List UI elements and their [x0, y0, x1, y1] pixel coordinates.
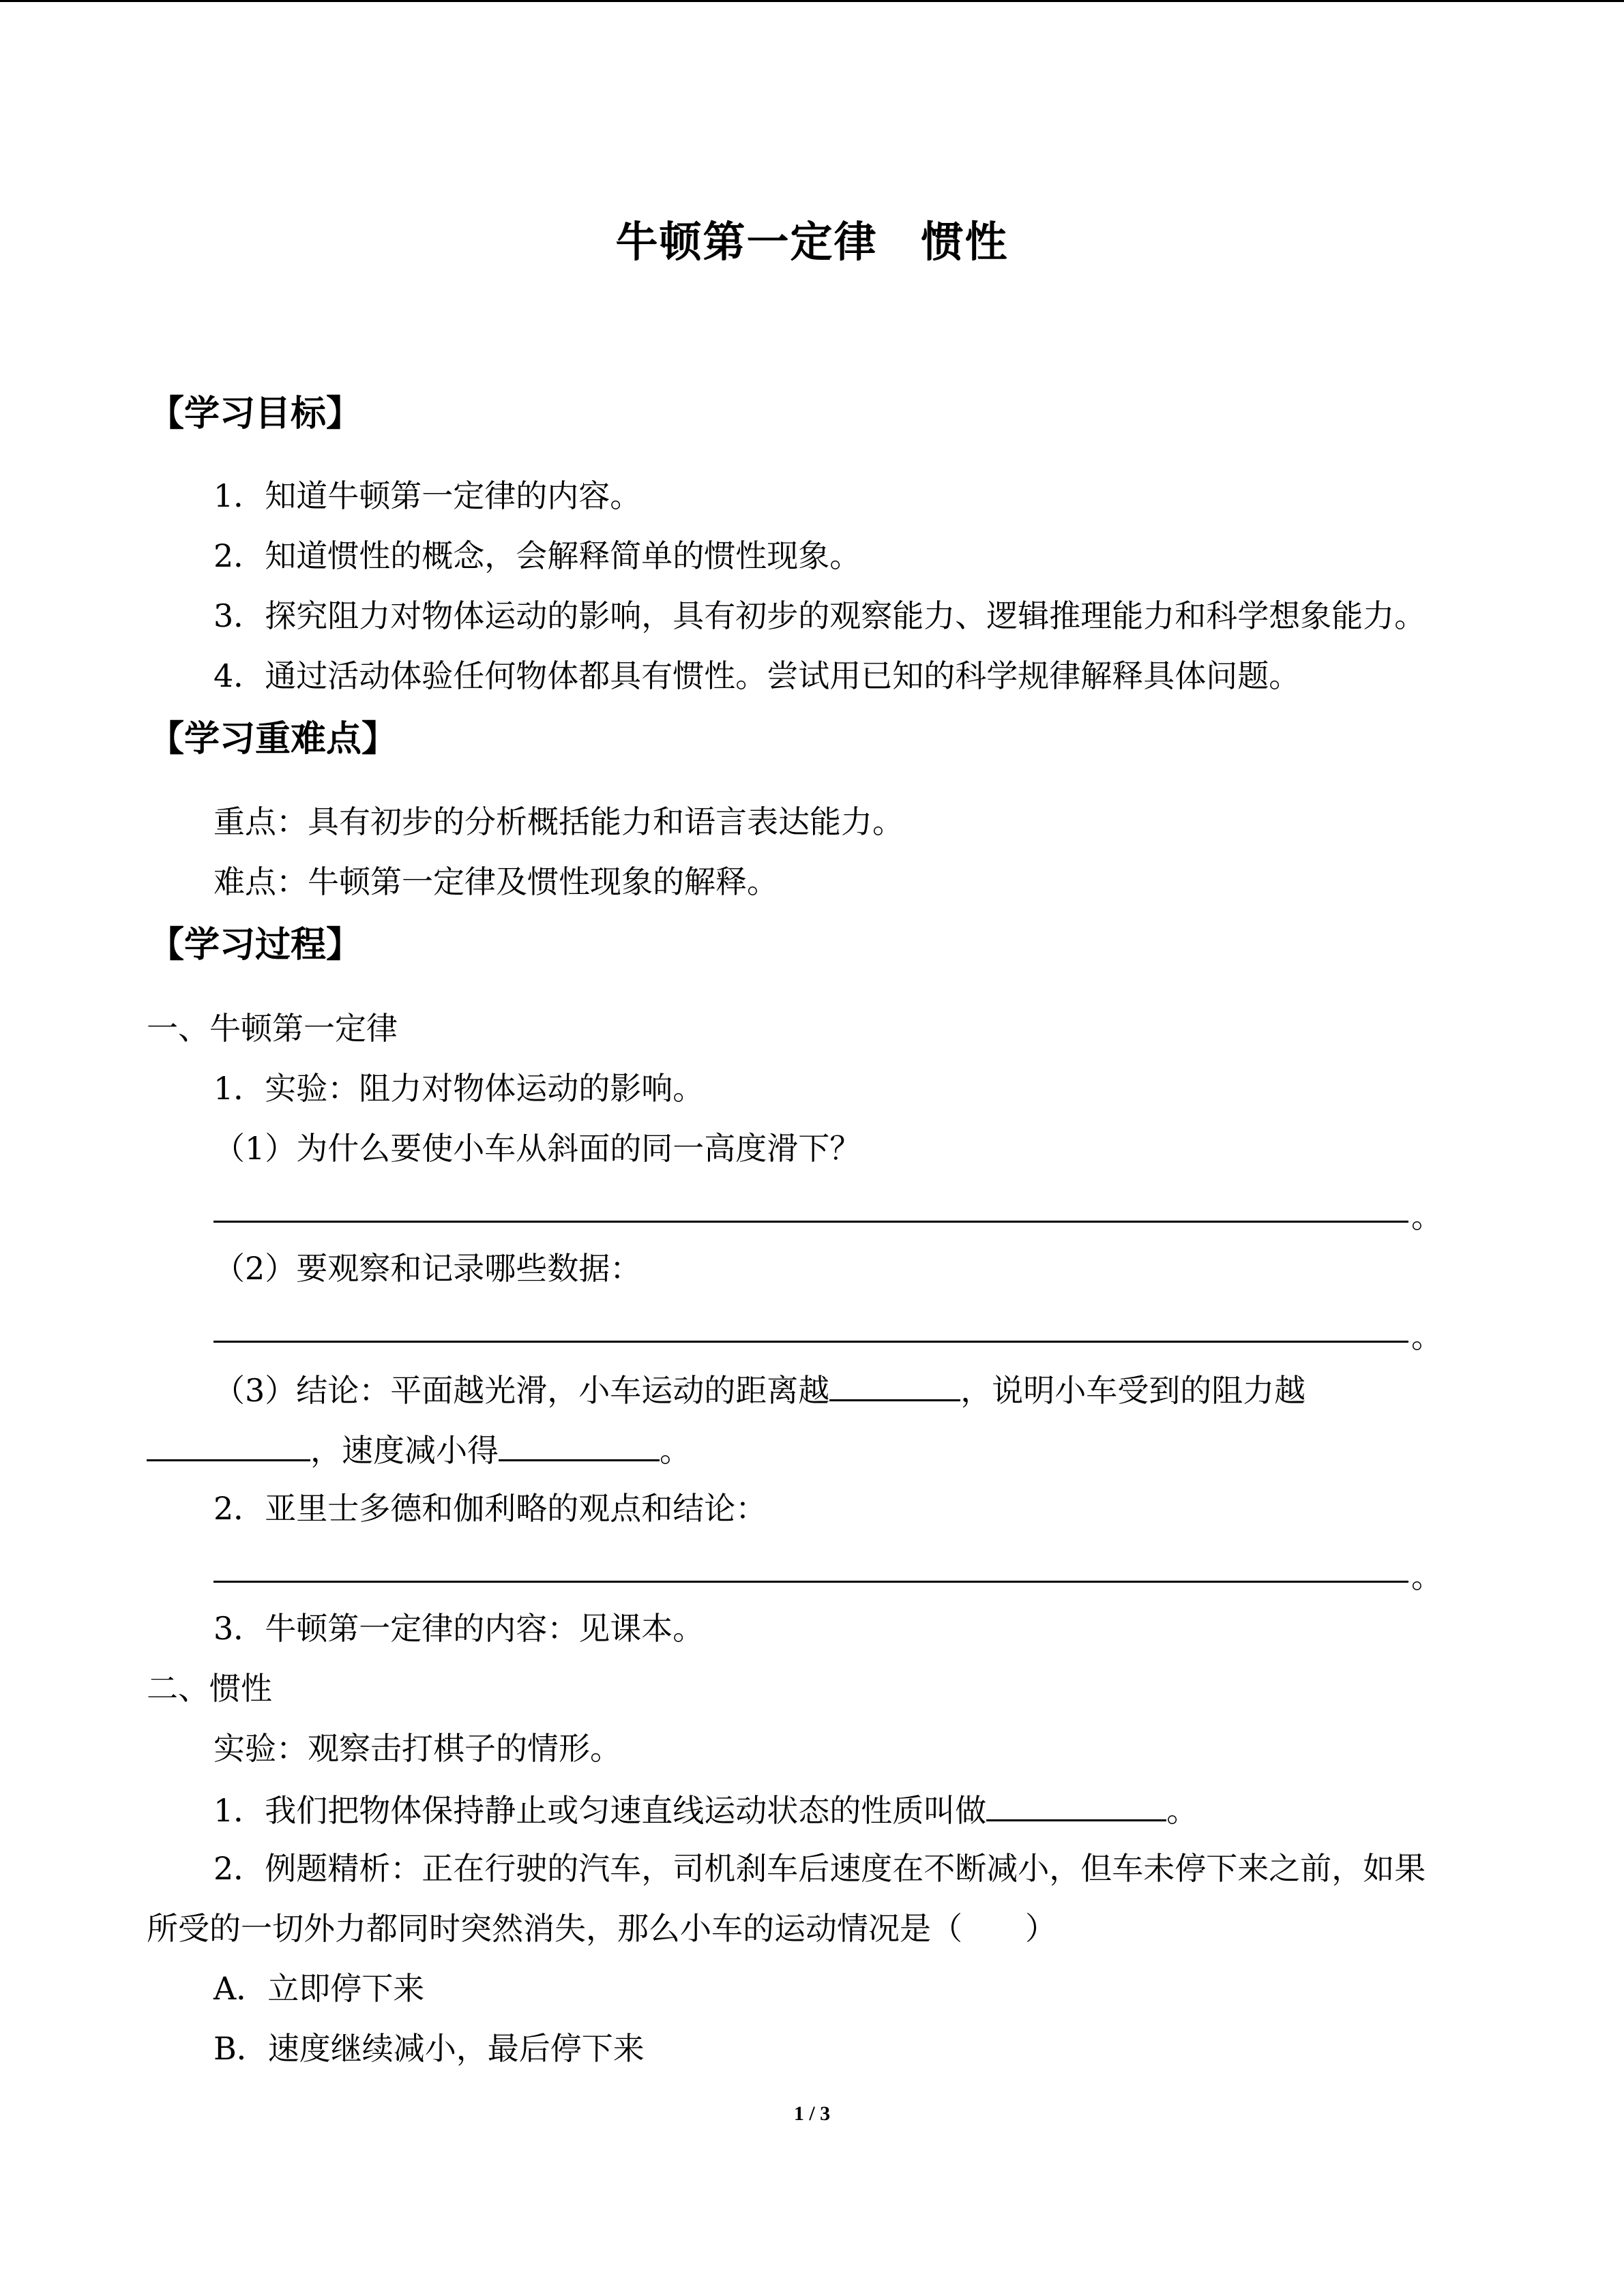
key-point-important: 重点：具有初步的分析概括能力和语言表达能力。	[213, 803, 904, 840]
period: 。	[1411, 1198, 1443, 1235]
goal-item-1: 1．知道牛顿第一定律的内容。	[213, 477, 642, 514]
part2-item-2-line1: 2．例题精析：正在行驶的汽车，司机刹车后速度在不断减小，但车未停下来之前，如果	[213, 1850, 1426, 1887]
part1-question-2: （2）要观察和记录哪些数据：	[213, 1250, 642, 1287]
period: 。	[1411, 1318, 1443, 1355]
page-title: 牛顿第一定律 惯性	[615, 217, 1009, 267]
page-number: 1 / 3	[793, 2102, 831, 2125]
part1-item-2: 2．亚里士多德和伽利略的观点和结论：	[213, 1490, 767, 1527]
part2-item-2-line2: 所受的一切外力都同时突然消失，那么小车的运动情况是（ ）	[147, 1910, 1057, 1947]
period: 。	[1166, 1792, 1198, 1829]
section-heading-goals: 【学习目标】	[149, 393, 362, 434]
option-b[interactable]: B．速度继续减小，最后停下来	[213, 2030, 645, 2067]
option-a[interactable]: A．立即停下来	[213, 1970, 425, 2007]
goal-item-2: 2．知道惯性的概念，会解释简单的惯性现象。	[213, 537, 861, 574]
fill-blank-inertia[interactable]	[986, 1788, 1166, 1821]
answer-rule	[213, 1581, 1408, 1583]
period: 。	[1411, 1558, 1443, 1595]
part1-item-1: 1．实验：阻力对物体运动的影响。	[213, 1070, 705, 1107]
part2-heading: 二、惯性	[147, 1670, 272, 1707]
section-heading-process: 【学习过程】	[149, 925, 362, 966]
answer-rule	[213, 1221, 1408, 1223]
part2-item-1	[213, 1788, 1550, 1831]
answer-rule	[213, 1341, 1408, 1343]
part1-heading: 一、牛顿第一定律	[147, 1010, 398, 1047]
q3-text-b: ，说明小车受到的阻力越	[960, 1372, 1306, 1409]
part2-experiment: 实验：观察击打棋子的情形。	[213, 1730, 621, 1767]
part1-item-3: 3．牛顿第一定律的内容：见课本。	[213, 1610, 705, 1647]
fill-blank-speed[interactable]	[499, 1428, 660, 1461]
q3-text-c: ，速度减小得	[310, 1432, 499, 1469]
goal-item-4: 4．通过活动体验任何物体都具有惯性。尝试用已知的科学规律解释具体问题。	[213, 657, 1301, 694]
part1-question-3-line1	[213, 1368, 1550, 1411]
key-point-difficult: 难点：牛顿第一定律及惯性现象的解释。	[213, 863, 778, 900]
q3-text-a: （3）结论：平面越光滑，小车运动的距离越	[213, 1372, 830, 1409]
part1-question-1: （1）为什么要使小车从斜面的同一高度滑下？	[213, 1130, 861, 1167]
fill-blank-distance[interactable]	[829, 1368, 960, 1401]
fill-blank-resistance[interactable]	[147, 1428, 310, 1461]
goal-item-3: 3．探究阻力对物体运动的影响，具有初步的观察能力、逻辑推理能力和科学想象能力。	[213, 597, 1426, 634]
period: 。	[660, 1432, 691, 1469]
part1-question-3-line2	[147, 1428, 1483, 1471]
section-heading-key-points: 【学习重难点】	[149, 719, 398, 760]
part2-item1-text: 1．我们把物体保持静止或匀速直线运动状态的性质叫做	[213, 1792, 987, 1829]
top-border-line	[0, 0, 1624, 2]
